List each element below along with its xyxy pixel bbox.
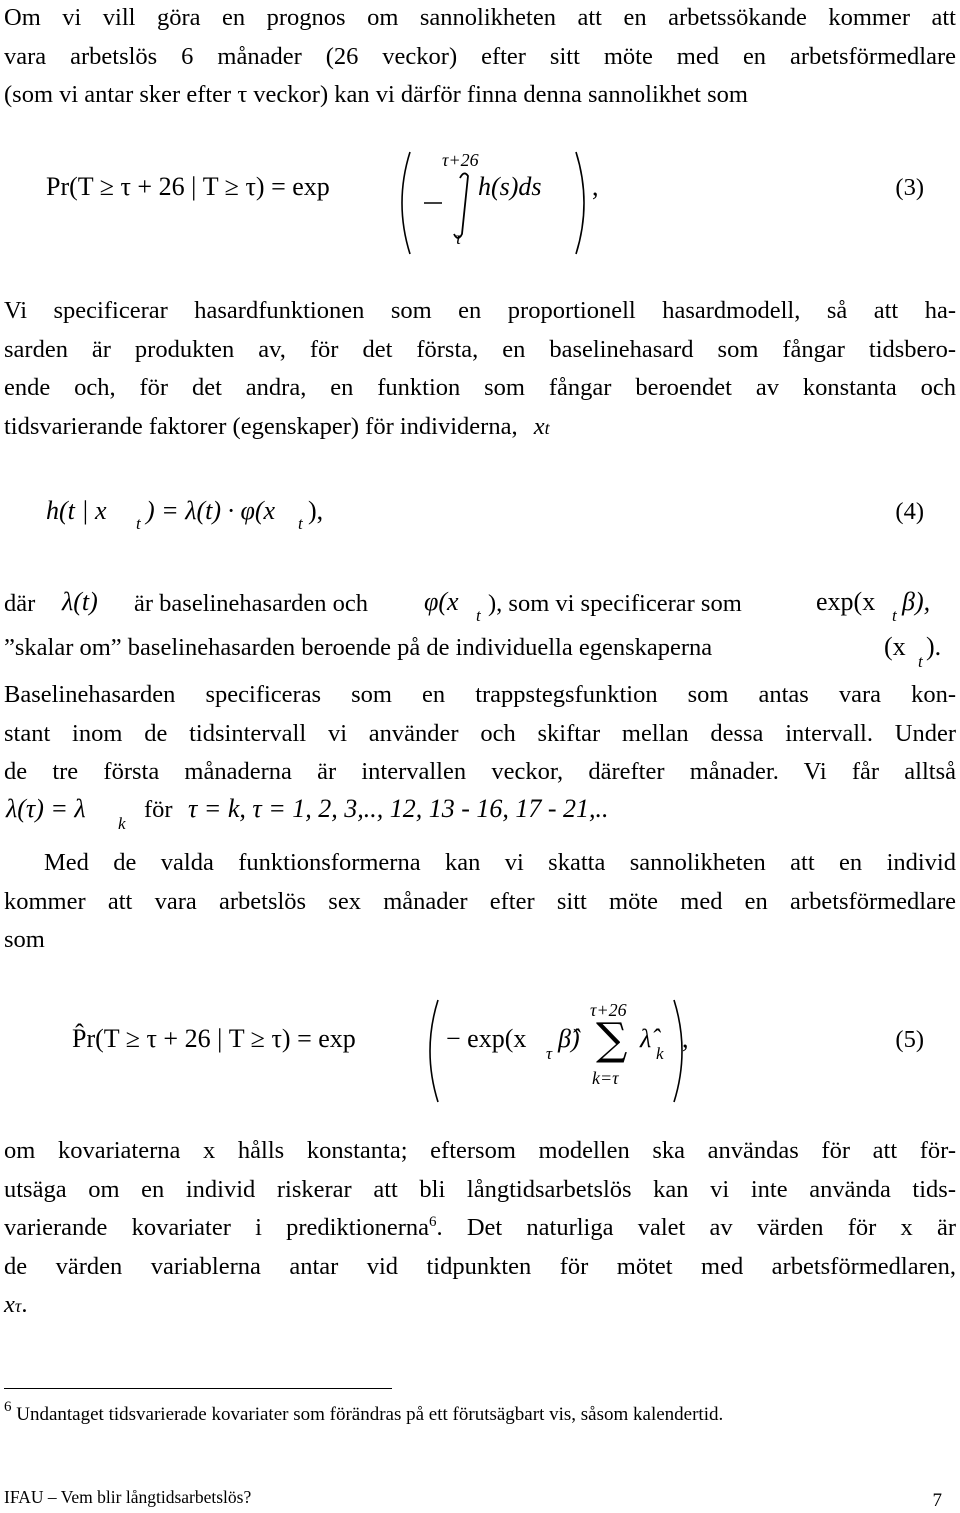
math-subscript-t: t	[476, 606, 481, 625]
footnote-ref: 6	[428, 1214, 437, 1230]
text-line: Vi specificerar hasardfunktionen som en proportionell hasardmodell, så att ha-	[4, 297, 956, 324]
math-x: (x	[884, 632, 906, 661]
text-fragment: .	[21, 1291, 28, 1318]
paragraph-baseline	[4, 676, 956, 792]
math-lambda-tau: λ(τ) = λ	[6, 794, 86, 823]
equation-3-upper-limit: τ+26	[442, 150, 479, 170]
text-for: för	[144, 796, 173, 823]
text-fragment: ), som vi specificerar som	[488, 590, 742, 617]
text-line: om kovariaterna x hålls konstanta; eftersom modellen ska användas för att för-	[4, 1137, 956, 1164]
equation-4-sub2: t	[298, 514, 303, 533]
text-line: vara arbetslös 6 månader (26 veckor) efter sitt möte med en arbetsförmedlare	[4, 42, 956, 70]
equation-5-exp: − exp(x	[446, 1024, 527, 1053]
equation-4-part2: ) = λ(t) · φ(x	[146, 496, 276, 525]
text-fragment: är baselinehasarden och	[134, 590, 368, 617]
math-exp: exp(x	[816, 587, 876, 616]
math-beta: β),	[902, 587, 931, 616]
text-line: sarden är produkten av, för det första, en baselinehasard som fångar tidsbero-	[4, 335, 956, 363]
footnote-divider	[4, 1388, 392, 1389]
equation-4-part1: h(t | x	[46, 496, 107, 525]
paragraph-intro	[4, 0, 956, 115]
math-lambda-t: λ(t)	[62, 587, 98, 616]
math-x: x	[4, 1291, 15, 1318]
text-line: (som vi antar sker efter τ veckor) kan vi därför finna denna sannolikhet som	[4, 81, 748, 108]
text-fragment: varierande kovariater i prediktionerna	[4, 1214, 429, 1241]
page-number: 7	[932, 1490, 942, 1511]
paragraph-covariates	[4, 1132, 956, 1326]
running-footer: IFAU – Vem blir långtidsarbetslös?	[4, 1487, 252, 1507]
text-fragment: tidsvarierande faktorer (egenskaper) för individerna,	[4, 412, 518, 440]
text-line: kommer att vara arbetslös sex månader efter sitt möte med en arbetsförmedlare	[4, 887, 956, 915]
equation-5-upper-limit: τ+26	[590, 1000, 627, 1020]
math-phi: φ(x	[424, 587, 459, 616]
text-line: de värden variablerna antar vid tidpunkten för mötet med arbetsförmedlaren,	[4, 1252, 956, 1280]
paragraph-estimate	[4, 844, 956, 960]
equation-3-comma: ,	[592, 172, 599, 201]
equation-4-sub1: t	[136, 514, 141, 533]
text-line: Med de valda funktionsformerna kan vi skatta sannolikheten att en individ	[44, 849, 956, 876]
text-line: stant inom de tidsintervall vi använder och skiftar mellan dessa intervall. Under	[4, 719, 956, 747]
equation-4-end: ),	[308, 496, 324, 525]
math-subscript-t: t	[892, 606, 897, 625]
math-subscript-k: k	[118, 814, 126, 833]
equation-5-lambda: λ̂	[640, 1024, 652, 1053]
equation-5-lower-limit: k=τ	[592, 1068, 619, 1088]
paragraph-hazard	[4, 292, 956, 447]
equation-3-lhs: Pr(T ≥ τ + 26 | T ≥ τ) = exp	[46, 172, 330, 201]
text-fragment: ).	[926, 632, 942, 661]
equation-3-integrand: h(s)ds	[478, 172, 542, 201]
footnote-mark: 6	[4, 1399, 12, 1415]
equation-5-comma: ,	[682, 1024, 689, 1053]
text-line: ”skalar om” baselinehasarden beroende på de individuella egenskaperna	[4, 634, 713, 661]
equation-5-sub-tau: τ	[546, 1044, 553, 1063]
math-x: x	[533, 412, 545, 440]
text-line: utsäga om en individ riskerar att bli långtidsarbetslös kan vi inte använda tids-	[4, 1175, 956, 1203]
equation-3-lower-limit: τ	[455, 228, 462, 248]
footnote	[4, 1399, 724, 1426]
text-line: som	[4, 926, 45, 953]
math-subscript-tau: τ	[14, 1296, 22, 1316]
text-line: Om vi vill göra en prognos om sannolikheten att en arbetssökande kommer att	[4, 4, 956, 31]
math-tau-range: τ = k, τ = 1, 2, 3,.., 12, 13 - 16, 17 - 21,..	[188, 794, 609, 823]
text-line: de tre första månaderna är intervallen veckor, därefter månader. Vi får alltså	[4, 758, 956, 785]
text-line	[4, 1209, 956, 1248]
math-subscript-t: t	[918, 652, 923, 671]
text-fragment: . Det naturliga valet av värden för x är	[436, 1214, 956, 1241]
equation-5-lhs: P̂r(T ≥ τ + 26 | T ≥ τ) = exp	[72, 1024, 356, 1053]
math-subscript-t: t	[544, 417, 550, 438]
text-dar: där	[4, 590, 36, 617]
text-line	[4, 1286, 956, 1326]
equation-5-number: (5)	[895, 1026, 924, 1053]
equation-3-number: (3)	[895, 174, 924, 201]
text-line	[4, 408, 956, 448]
equation-3-bracket	[396, 148, 596, 258]
summation-icon: ∑	[596, 1014, 628, 1065]
footnote-text: Undantaget tidsvarierade kovariater som förändras på ett förutsägbart vis, såsom kalendertid.	[11, 1404, 724, 1425]
equation-5-sub-k: k	[656, 1044, 664, 1063]
text-line: Baselinehasarden specificeras som en trappstegsfunktion som antas vara kon-	[4, 681, 956, 708]
equation-5-beta: β̂)	[558, 1024, 580, 1053]
text-line: ende och, för det andra, en funktion som fångar beroendet av konstanta och	[4, 374, 956, 401]
equation-4-number: (4)	[895, 498, 924, 525]
